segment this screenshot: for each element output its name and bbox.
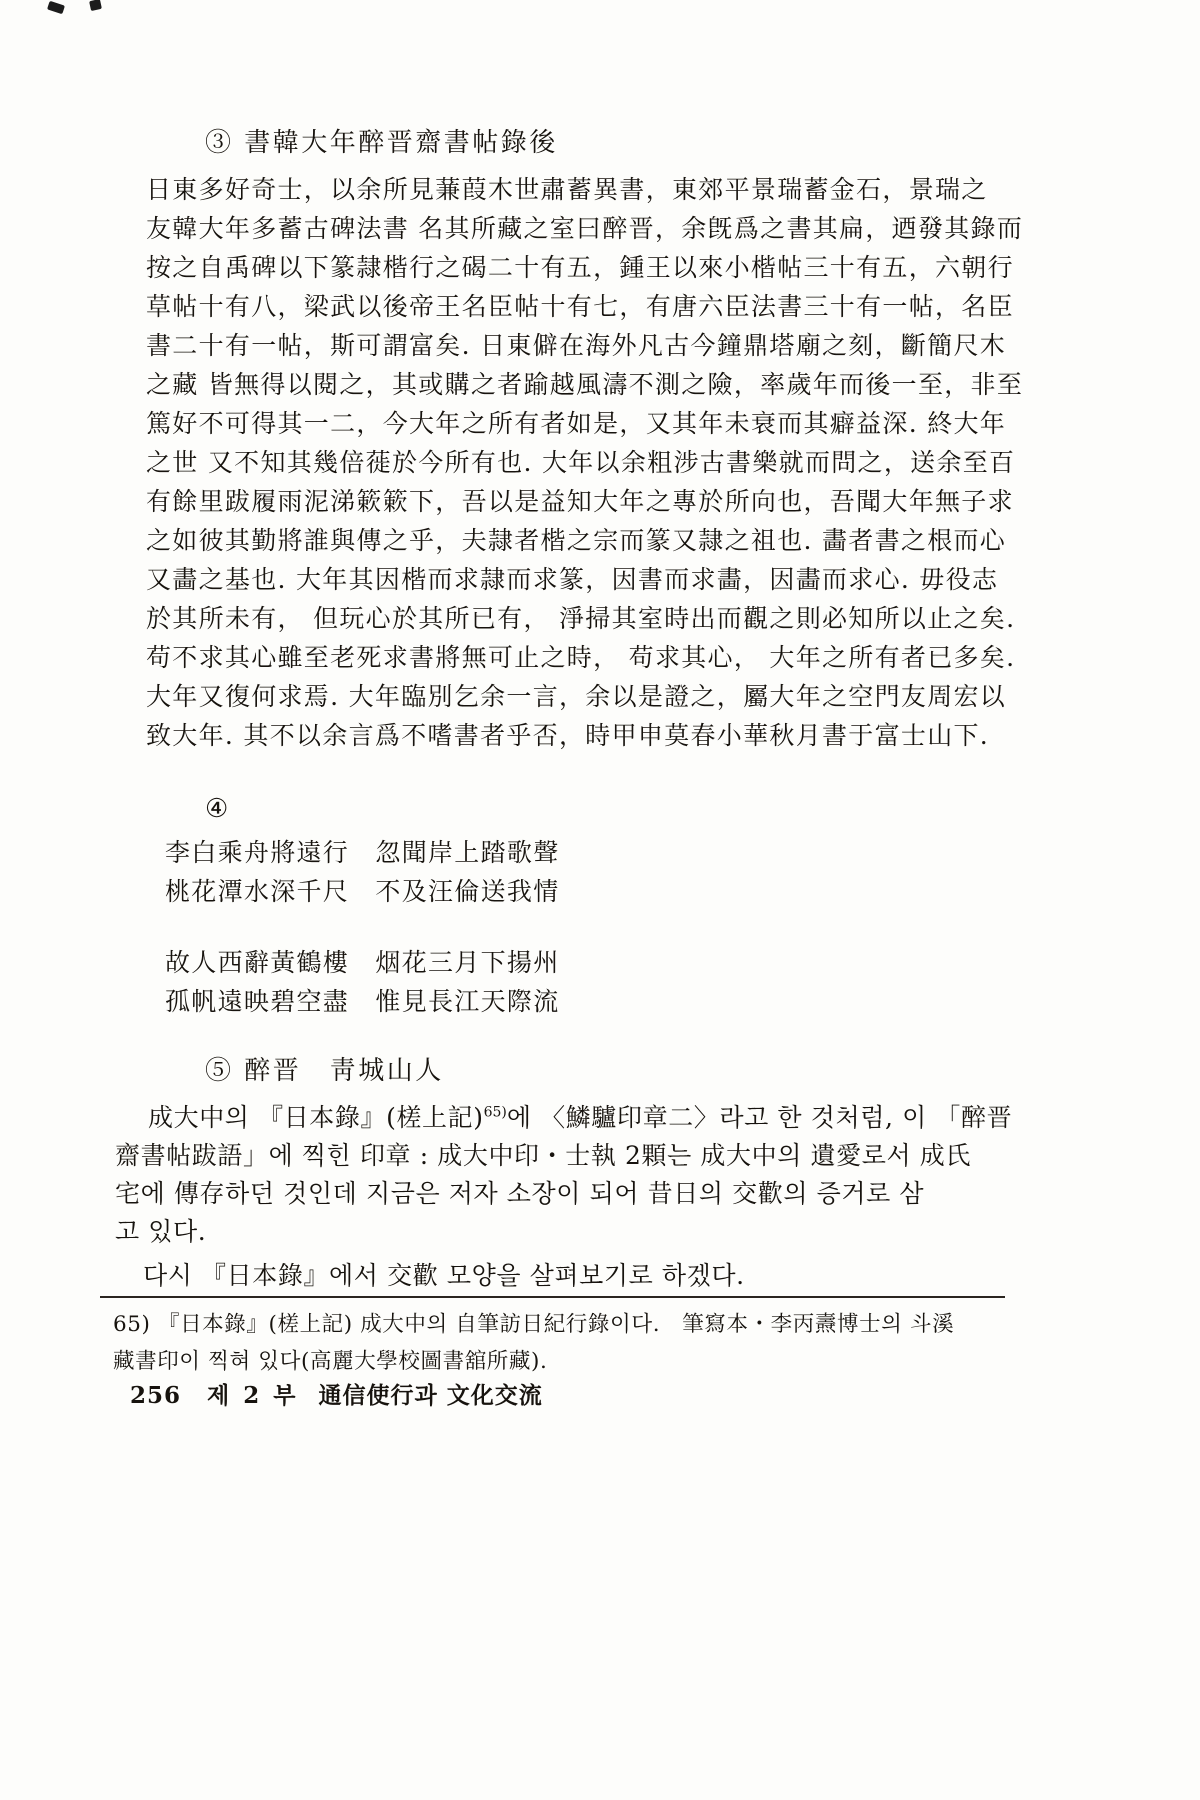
classical-text-line: 大年又復何求焉. 大年臨別乞余一言，余以是證之，屬大年之空門友周宏以 (146, 682, 1007, 711)
footnote-line: 65) 『日本錄』(槎上記) 成大中의 自筆訪日紀行錄이다. 筆寫本・李丙燾博士의 斗溪 (113, 1312, 955, 1337)
poem-line: 孤帆遠映碧空盡 惟見長江天際流 (165, 987, 560, 1016)
poem-line: 故人西辭黃鶴樓 烟花三月下揚州 (165, 948, 560, 977)
classical-text-line: 日東多好奇士，以余所見蒹葭木世肅蓄異書，東郊平景瑞蓄金石，景瑞之 (146, 175, 988, 204)
section-4-heading: ④ (205, 794, 231, 824)
chapter-title: 通信使行과 文化交流 (318, 1382, 543, 1409)
classical-text-line: 有餘里跋履雨泥涕簌簌下，吾以是益知大年之專於所向也，吾聞大年無子求 (146, 487, 1014, 516)
poem-1 (165, 833, 975, 911)
footnote-line: 藏書印이 찍혀 있다(高麗大學校圖書舘所藏). (113, 1349, 548, 1374)
classical-text-line: 之藏 皆無得以閱之，其或購之者踰越風濤不測之險，率歲年而後一至，非至 (146, 370, 1024, 399)
footnote-divider (100, 1296, 1005, 1298)
scan-artifact (89, 0, 102, 11)
classical-text-line: 苟不求其心雖至老死求書將無可止之時， 苟求其心， 大年之所有者已多矣. (146, 643, 1016, 672)
poem-line: 桃花潭水深千尺 不及汪倫送我情 (165, 877, 560, 906)
part-label: 제 2 부 (207, 1382, 299, 1409)
classical-text-line: 又畵之基也. 大年其因楷而求隷而求篆，因書而求畵，因畵而求心. 毋役志 (146, 565, 999, 594)
section-3-heading: ③ 書韓大年醉晋齋書帖錄後 (205, 128, 558, 158)
korean-text-line (148, 1099, 1013, 1137)
poem-line: 李白乘舟將遠行 忽聞岸上踏歌聲 (165, 838, 560, 867)
scan-artifact (47, 1, 65, 15)
section-3-body (146, 170, 1024, 755)
korean-text-line: 宅에 傳存하던 것인데 지금은 저자 소장이 되어 昔日의 交歡의 증거로 삼 (115, 1179, 925, 1208)
classical-text-line: 按之自禹碑以下篆隷楷行之碣二十有五，鍾王以來小楷帖三十有五，六朝行 (146, 253, 1014, 282)
korean-text-line: 고 있다. (115, 1217, 207, 1246)
section-5-heading: ⑤ 醉晋 靑城山人 (205, 1056, 444, 1086)
paragraph-text: 에 〈鱗驢印章二〉라고 한 것처럼, 이 「醉晋 (506, 1103, 1013, 1132)
page-number: 256 (130, 1382, 182, 1409)
classical-text-line: 致大年. 其不以余言爲不嗜書者乎否，時甲申莫春小華秋月書于富士山下. (146, 721, 990, 750)
footnote-65 (113, 1306, 1033, 1380)
poem-2 (165, 943, 975, 1021)
classical-text-line: 之世 又不知其幾倍蓰於今所有也. 大年以余粗涉古書樂就而問之，送余至百 (146, 448, 1016, 477)
classical-text-line: 之如彼其勤將誰與傳之乎，夫隷者楷之宗而篆又隷之祖也. 畵者書之根而心 (146, 526, 1007, 555)
korean-text-line: 齋書帖跋語」에 찍힌 印章 : 成大中印・士執 2顆는 成大中의 遺愛로서 成氏 (115, 1141, 971, 1170)
classical-text-line: 友韓大年多蓄古碑法書 名其所藏之室曰醉晋，余旣爲之書其扁，迺發其錄而 (146, 214, 1024, 243)
page-footer (130, 1377, 543, 1410)
korean-paragraph-lines (115, 1137, 975, 1251)
page-content (115, 123, 1024, 1295)
footnote-ref-65: 65) (483, 1104, 507, 1121)
classical-text-line: 書二十有一帖，斯可謂富矣. 日東僻在海外凡古今鐘鼎塔廟之刻，斷簡尺木 (146, 331, 1007, 360)
classical-text-line: 草帖十有八，梁武以後帝王名臣帖十有七，有唐六臣法書三十有一帖，名臣 (146, 292, 1014, 321)
paragraph-text: 成大中의 『日本錄』(槎上記) (148, 1103, 484, 1132)
section-5-paragraph-1 (115, 1099, 1013, 1251)
classical-text-line: 於其所未有， 但玩心於其所已有， 淨掃其室時出而觀之則必知所以止之矣. (146, 604, 1016, 633)
classical-text-line: 篤好不可得其一二，今大年之所有者如是，又其年未衰而其癖益深. 終大年 (146, 409, 1007, 438)
section-5-paragraph-2: 다시 『日本錄』에서 交歡 모양을 살펴보기로 하겠다. (143, 1261, 745, 1290)
